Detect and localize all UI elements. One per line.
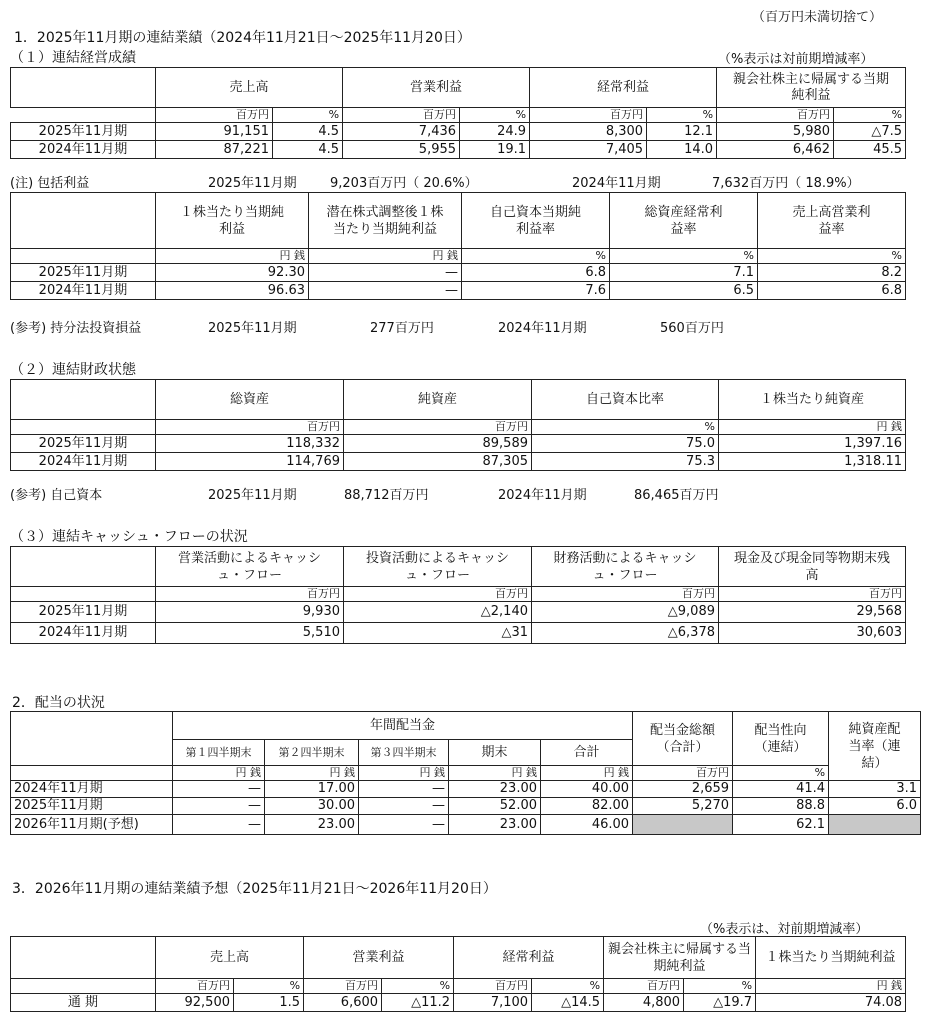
header-ordinary-income: 経常利益 [530, 68, 717, 108]
value-cell: 75.0 [532, 435, 719, 453]
unit-cell: 百万円 [454, 979, 532, 994]
value-cell: 75.3 [532, 453, 719, 471]
header-ordinary-income: 経常利益 [454, 937, 604, 979]
value-cell: — [173, 798, 265, 815]
table-row [11, 623, 906, 644]
unit-cell: 円 銭 [541, 766, 633, 781]
value-cell: — [309, 282, 462, 300]
value-cell: 118,332 [156, 435, 344, 453]
value-cell: △7.5 [834, 123, 906, 141]
row-label: 2025年11月期 [11, 264, 156, 282]
value-cell: 40.00 [541, 781, 633, 798]
value-cell: △2,140 [344, 602, 532, 623]
unit-cell: 円 銭 [449, 766, 541, 781]
value-cell: 5,510 [156, 623, 344, 644]
value-cell: 92,500 [156, 994, 234, 1012]
header-payout-ratio: 配当性向（連結） [733, 712, 829, 766]
value-cell: △11.2 [382, 994, 454, 1012]
unit-cell: % [532, 420, 719, 435]
value-cell-shaded [633, 815, 733, 835]
header-total-dividend: 配当金総額（合計） [633, 712, 733, 766]
value-cell: 6,462 [717, 141, 834, 159]
unit-cell: 百万円 [717, 108, 834, 123]
value-cell: 41.4 [733, 781, 829, 798]
value-cell: 8,300 [530, 123, 647, 141]
value-cell: 7,436 [343, 123, 460, 141]
header-net-assets: 純資産 [344, 380, 532, 420]
table-row [11, 435, 906, 453]
section-2-title: 2．配当の状況 [12, 695, 105, 711]
unit-cell: 百万円 [304, 979, 382, 994]
value-cell: 23.00 [265, 815, 359, 835]
forecast-table [10, 936, 906, 1012]
unit-cell: 百万円 [343, 108, 460, 123]
value-cell: 6,600 [304, 994, 382, 1012]
header-equity-ratio: 自己資本比率 [532, 380, 719, 420]
value-cell: 6.0 [829, 798, 921, 815]
header-total: 合計 [541, 740, 633, 766]
value-cell: 1.5 [234, 994, 304, 1012]
value-cell: 1,397.16 [719, 435, 906, 453]
value-cell: 87,305 [344, 453, 532, 471]
value-cell: 3.1 [829, 781, 921, 798]
value-cell: △14.5 [532, 994, 604, 1012]
header-sales: 売上高 [156, 68, 343, 108]
unit-cell: % [460, 108, 530, 123]
equity-method-period-1: 2025年11月期 [208, 321, 297, 336]
comprehensive-income-period-1: 2025年11月期 [208, 176, 297, 191]
unit-cell: 円 銭 [173, 766, 265, 781]
value-cell: 24.9 [460, 123, 530, 141]
header-eps: １株当たり当期純利益 [756, 937, 906, 979]
row-label: 通 期 [11, 994, 156, 1012]
value-cell: 30.00 [265, 798, 359, 815]
value-cell: 46.00 [541, 815, 633, 835]
value-cell: — [359, 798, 449, 815]
change-rate-note: （%表示は対前期増減率） [718, 52, 874, 67]
unit-cell: 円 銭 [756, 979, 906, 994]
unit-cell: % [532, 979, 604, 994]
unit-cell: 円 銭 [719, 420, 906, 435]
unit-cell: % [834, 108, 906, 123]
unit-cell: 百万円 [344, 587, 532, 602]
header-year-end: 期末 [449, 740, 541, 766]
value-cell: 5,270 [633, 798, 733, 815]
section-1-3-title: （３）連結キャッシュ・フローの状況 [10, 529, 248, 545]
value-cell: 4.5 [273, 141, 343, 159]
table-row [11, 453, 906, 471]
value-cell: 7.6 [462, 282, 610, 300]
value-cell: 7,405 [530, 141, 647, 159]
row-label: 2024年11月期 [11, 781, 173, 798]
unit-cell: 円 銭 [156, 249, 309, 264]
value-cell: 6.8 [462, 264, 610, 282]
row-label: 2024年11月期 [11, 141, 156, 159]
section-3-title: 3．2026年11月期の連結業績予想（2025年11月21日～2026年11月20日） [12, 881, 497, 897]
value-cell: 29,568 [719, 602, 906, 623]
header-eps: １株当たり当期純利益 [156, 193, 309, 249]
comprehensive-income-label: (注) 包括利益 [10, 176, 90, 191]
table-row [11, 602, 906, 623]
equity-ref-value-2: 86,465百万円 [634, 488, 719, 503]
header-investing-cf: 投資活動によるキャッシュ・フロー [344, 547, 532, 587]
header-q3: 第３四半期末 [359, 740, 449, 766]
unit-cell: 百万円 [156, 420, 344, 435]
unit-cell: % [462, 249, 610, 264]
unit-cell: 円 銭 [265, 766, 359, 781]
value-cell: 9,930 [156, 602, 344, 623]
value-cell: 4.5 [273, 123, 343, 141]
value-cell: 45.5 [834, 141, 906, 159]
value-cell: 7.1 [610, 264, 758, 282]
value-cell-shaded [829, 815, 921, 835]
header-operating-margin: 売上高営業利益率 [758, 193, 906, 249]
row-label: 2024年11月期 [11, 453, 156, 471]
value-cell: 82.00 [541, 798, 633, 815]
value-cell: — [173, 781, 265, 798]
unit-cell: % [733, 766, 829, 781]
value-cell: 91,151 [156, 123, 273, 141]
equity-method-value-1: 277百万円 [370, 321, 434, 336]
table-row [11, 798, 921, 815]
value-cell: 12.1 [647, 123, 717, 141]
value-cell: 89,589 [344, 435, 532, 453]
unit-cell: % [610, 249, 758, 264]
value-cell: △6,378 [532, 623, 719, 644]
header-operating-income: 営業利益 [304, 937, 454, 979]
header-total-assets: 総資産 [156, 380, 344, 420]
dividend-table [10, 711, 921, 835]
value-cell: 92.30 [156, 264, 309, 282]
table-row [11, 123, 906, 141]
value-cell: 52.00 [449, 798, 541, 815]
unit-cell: 百万円 [532, 587, 719, 602]
value-cell: 88.8 [733, 798, 829, 815]
unit-cell: % [684, 979, 756, 994]
financial-position-table [10, 379, 906, 471]
header-annual-dividend: 年間配当金 [173, 712, 633, 740]
header-doe: 純資産配当率（連結） [829, 712, 921, 781]
row-label: 2026年11月期(予想) [11, 815, 173, 835]
header-blank [11, 68, 156, 108]
section-1-title: 1．2025年11月期の連結業績（2024年11月21日～2025年11月20日） [14, 30, 471, 46]
unit-cell: % [758, 249, 906, 264]
value-cell: — [359, 781, 449, 798]
equity-method-label: (参考) 持分法投資損益 [10, 321, 142, 336]
row-label: 2024年11月期 [11, 623, 156, 644]
value-cell: 19.1 [460, 141, 530, 159]
value-cell: 8.2 [758, 264, 906, 282]
operating-results-table [10, 67, 906, 159]
unit-cell: 百万円 [719, 587, 906, 602]
comprehensive-income-value-2: 7,632百万円（ 18.9%） [712, 176, 860, 191]
unit-note: （百万円未満切捨て） [752, 10, 883, 25]
header-diluted-eps: 潜在株式調整後１株当たり当期純利益 [309, 193, 462, 249]
unit-cell: 百万円 [156, 108, 273, 123]
header-roe: 自己資本当期純利益率 [462, 193, 610, 249]
forecast-change-note: （%表示は、対前期増減率） [700, 922, 869, 937]
unit-cell: % [234, 979, 304, 994]
header-operating-income: 営業利益 [343, 68, 530, 108]
unit-cell: 百万円 [633, 766, 733, 781]
row-label: 2025年11月期 [11, 798, 173, 815]
header-q1: 第１四半期末 [173, 740, 265, 766]
value-cell: 6.8 [758, 282, 906, 300]
value-cell: 2,659 [633, 781, 733, 798]
per-share-ratio-table [10, 192, 906, 300]
unit-cell: 百万円 [156, 979, 234, 994]
value-cell: 87,221 [156, 141, 273, 159]
header-roa: 総資産経常利益率 [610, 193, 758, 249]
value-cell: 5,955 [343, 141, 460, 159]
header-cash-balance: 現金及び現金同等物期末残高 [719, 547, 906, 587]
header-q2: 第２四半期末 [265, 740, 359, 766]
unit-cell: % [273, 108, 343, 123]
value-cell: △31 [344, 623, 532, 644]
value-cell: 74.08 [756, 994, 906, 1012]
equity-ref-label: (参考) 自己資本 [10, 488, 103, 503]
equity-ref-period-1: 2025年11月期 [208, 488, 297, 503]
unit-cell: 円 銭 [359, 766, 449, 781]
value-cell: △19.7 [684, 994, 756, 1012]
value-cell: 23.00 [449, 781, 541, 798]
value-cell: 6.5 [610, 282, 758, 300]
section-1-2-title: （２）連結財政状態 [10, 362, 136, 378]
table-row-forecast [11, 815, 921, 835]
value-cell: 1,318.11 [719, 453, 906, 471]
value-cell: 4,800 [604, 994, 684, 1012]
equity-method-value-2: 560百万円 [660, 321, 724, 336]
table-row [11, 994, 906, 1012]
row-label: 2025年11月期 [11, 435, 156, 453]
row-label: 2025年11月期 [11, 123, 156, 141]
table-row [11, 141, 906, 159]
unit-cell: 円 銭 [309, 249, 462, 264]
header-net-income: 親会社株主に帰属する当期純利益 [717, 68, 906, 108]
header-operating-cf: 営業活動によるキャッシュ・フロー [156, 547, 344, 587]
comprehensive-income-period-2: 2024年11月期 [572, 176, 661, 191]
equity-ref-value-1: 88,712百万円 [344, 488, 429, 503]
value-cell: — [309, 264, 462, 282]
unit-cell: 百万円 [344, 420, 532, 435]
value-cell: 62.1 [733, 815, 829, 835]
value-cell: △9,089 [532, 602, 719, 623]
row-label: 2024年11月期 [11, 282, 156, 300]
unit-cell: 百万円 [530, 108, 647, 123]
section-1-1-title: （１）連結経営成績 [10, 50, 136, 66]
value-cell: 14.0 [647, 141, 717, 159]
unit-cell: % [382, 979, 454, 994]
table-row [11, 264, 906, 282]
value-cell: 96.63 [156, 282, 309, 300]
header-financing-cf: 財務活動によるキャッシュ・フロー [532, 547, 719, 587]
unit-cell: % [647, 108, 717, 123]
value-cell: 30,603 [719, 623, 906, 644]
value-cell: — [173, 815, 265, 835]
value-cell: 17.00 [265, 781, 359, 798]
value-cell: 114,769 [156, 453, 344, 471]
table-row [11, 282, 906, 300]
comprehensive-income-value-1: 9,203百万円（ 20.6%） [330, 176, 478, 191]
value-cell: 5,980 [717, 123, 834, 141]
value-cell: 23.00 [449, 815, 541, 835]
unit-cell: 百万円 [156, 587, 344, 602]
value-cell: 7,100 [454, 994, 532, 1012]
value-cell: — [359, 815, 449, 835]
cash-flow-table [10, 546, 906, 644]
row-label: 2025年11月期 [11, 602, 156, 623]
equity-ref-period-2: 2024年11月期 [498, 488, 587, 503]
header-net-income: 親会社株主に帰属する当期純利益 [604, 937, 756, 979]
table-row [11, 781, 921, 798]
unit-cell: 百万円 [604, 979, 684, 994]
header-sales: 売上高 [156, 937, 304, 979]
header-bps: １株当たり純資産 [719, 380, 906, 420]
equity-method-period-2: 2024年11月期 [498, 321, 587, 336]
